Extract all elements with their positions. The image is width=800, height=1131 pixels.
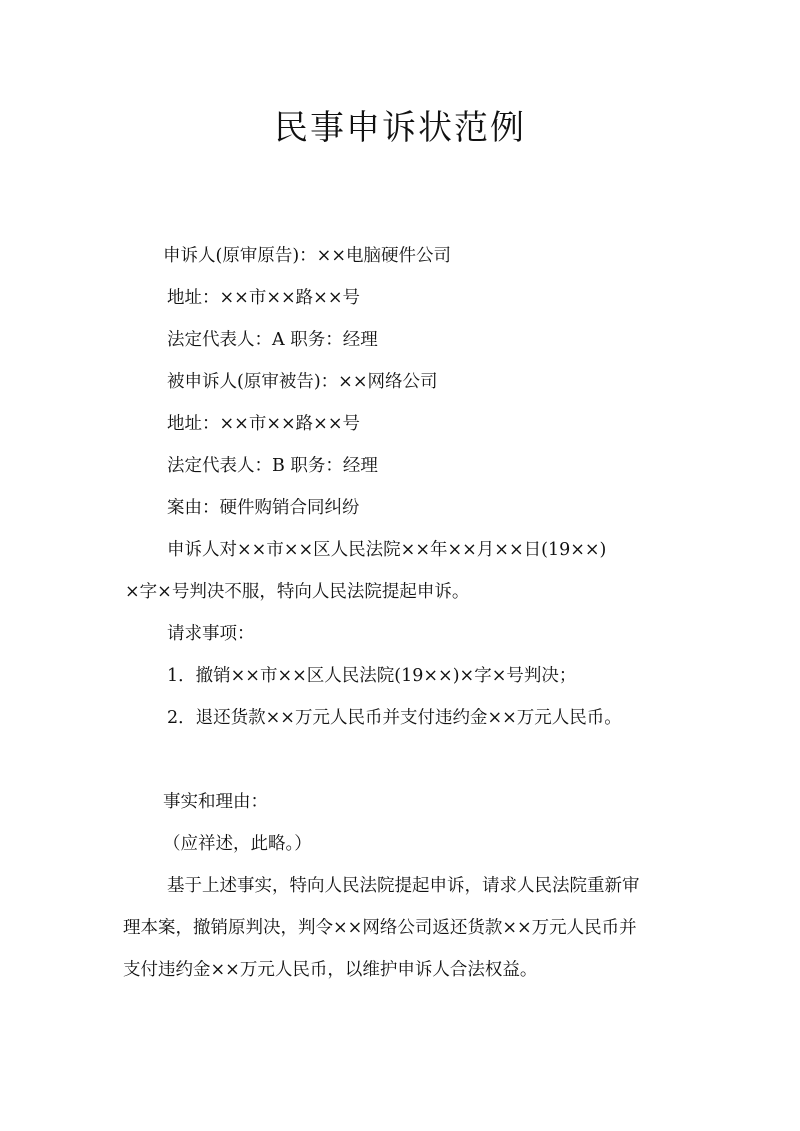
- respondent-representative-line: 法定代表人：B 职务：经理: [167, 456, 378, 476]
- respondent-line: 被申诉人(原审被告)：××网络公司: [167, 372, 438, 392]
- facts-heading: 事实和理由：: [163, 792, 268, 812]
- conclusion-line-2: 理本案，撤销原判决，判令××网络公司返还货款××万元人民币并: [123, 918, 637, 938]
- claims-heading: 请求事项：: [167, 624, 255, 644]
- facts-note: （应祥述，此略。）: [163, 834, 312, 854]
- appeal-statement-line-1: 申诉人对××市××区人民法院××年××月××日(19××): [167, 540, 607, 560]
- appeal-statement-line-2: ×字×号判决不服，特向人民法院提起申诉。: [125, 582, 470, 602]
- conclusion-line-3: 支付违约金××万元人民币，以维护申诉人合法权益。: [123, 960, 538, 980]
- page-title: 民事申诉状范例: [274, 108, 526, 148]
- respondent-address-line: 地址：××市××路××号: [167, 414, 360, 434]
- case-cause-line: 案由：硬件购销合同纠纷: [167, 498, 360, 518]
- appellant-representative-line: 法定代表人：A 职务：经理: [167, 330, 378, 350]
- appellant-line: 申诉人(原审原告)：××电脑硬件公司: [163, 246, 451, 266]
- conclusion-line-1: 基于上述事实，特向人民法院提起申诉，请求人民法院重新审: [167, 876, 640, 896]
- appellant-address-line: 地址：××市××路××号: [167, 288, 360, 308]
- claim-item-1: 1．撤销××市××区人民法院(19××)×字×号判决；: [167, 666, 577, 686]
- claim-item-2: 2．退还货款××万元人民币并支付违约金××万元人民币。: [167, 708, 622, 728]
